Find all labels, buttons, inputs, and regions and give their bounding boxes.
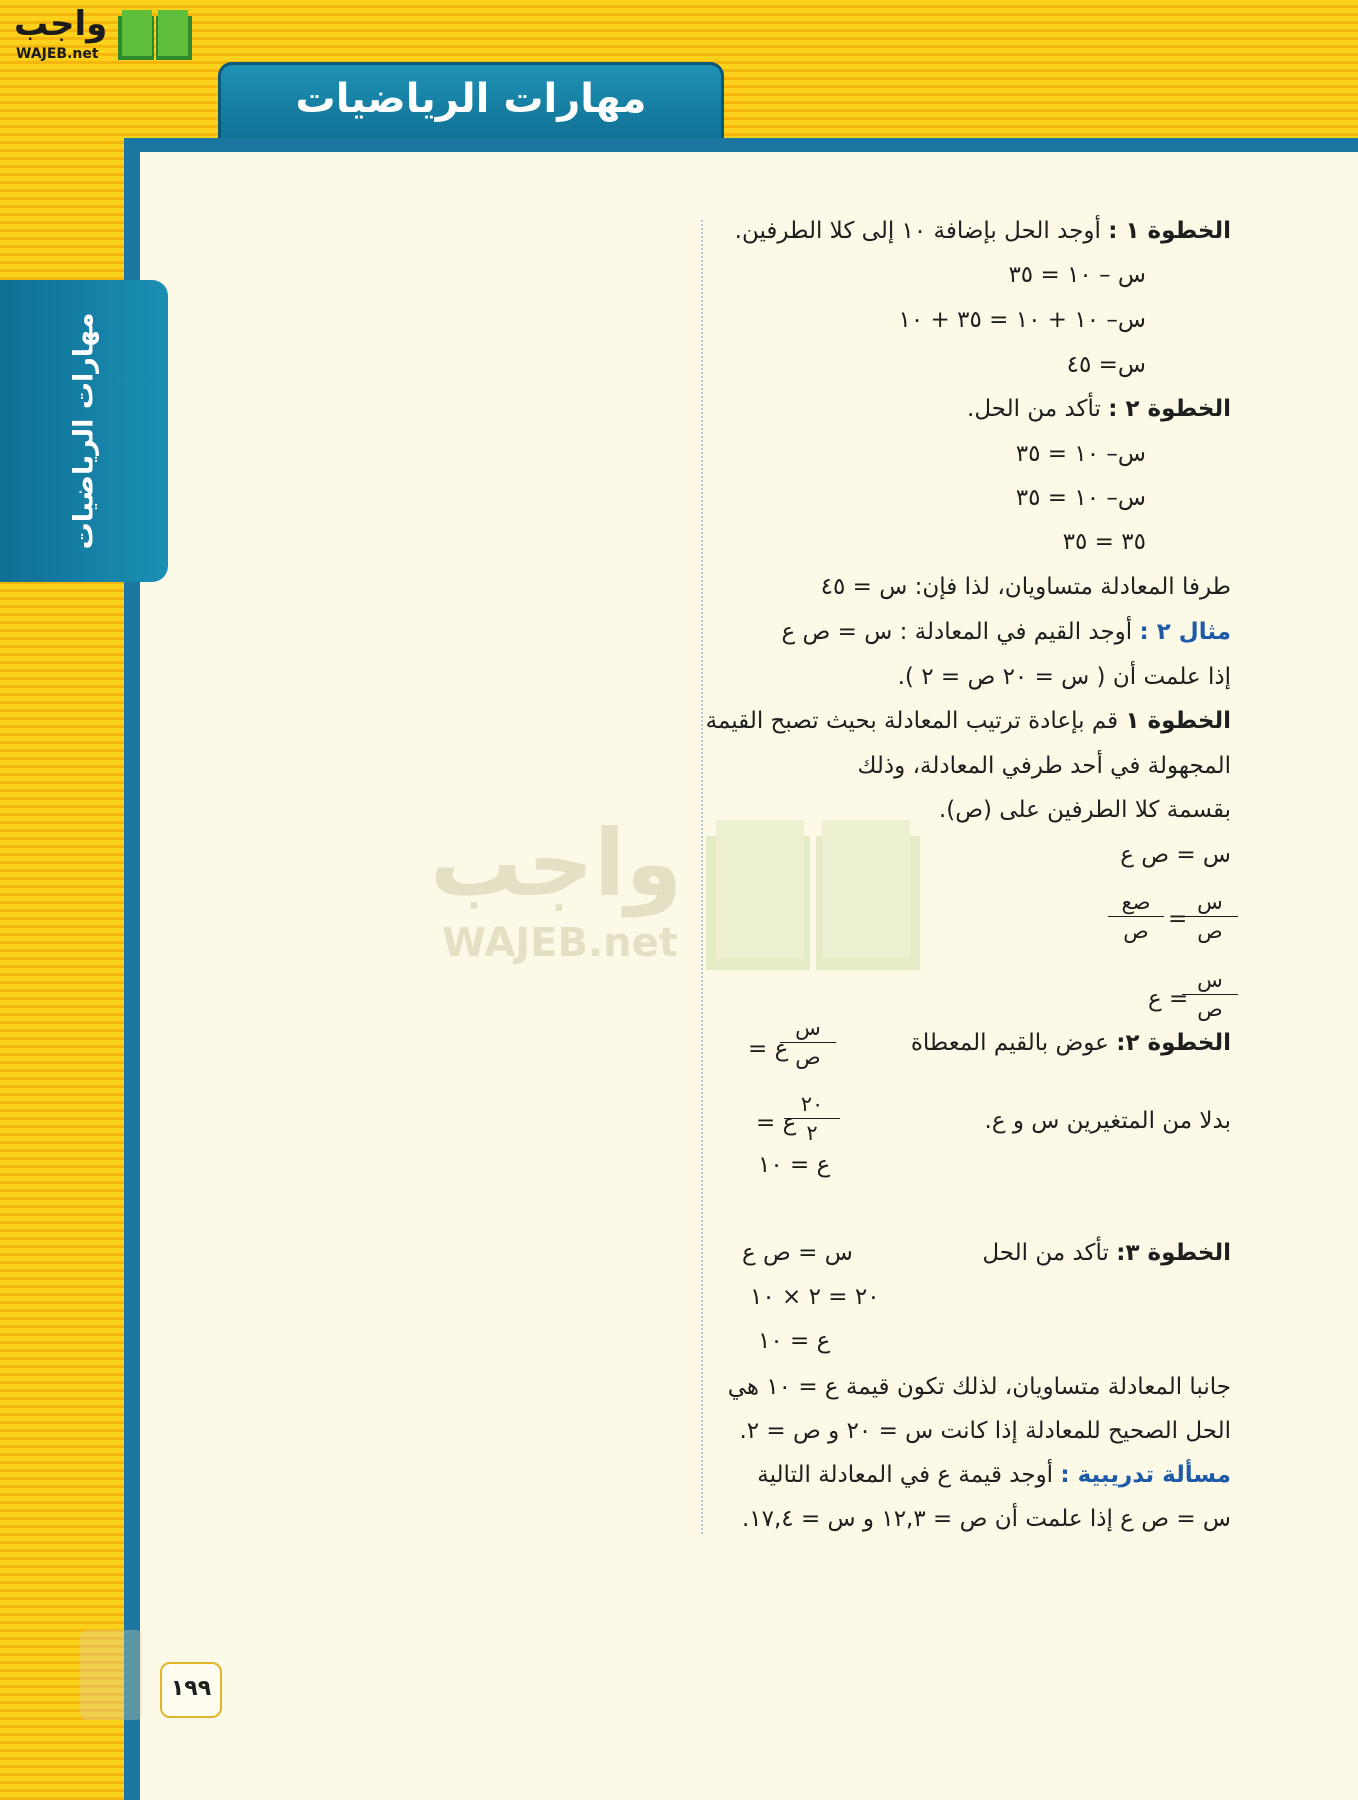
step1-text: أوجد الحل بإضافة ١٠ إلى كلا الطرفين. (734, 218, 1101, 244)
practice-text: أوجد قيمة ع في المعادلة التالية (757, 1462, 1054, 1488)
step1b-label: الخطوة ١ (1125, 708, 1231, 734)
fraction-denominator: ص (1123, 919, 1149, 943)
corner-decoration (80, 1630, 142, 1720)
step2-label: الخطوة ٢ : (1108, 396, 1231, 422)
fraction-denominator: ٢ (806, 1121, 818, 1145)
fraction-numerator: صع (1121, 890, 1151, 914)
conclusion-1: طرفا المعادلة متساويان، لذا فإن: س = ٤٥ (820, 574, 1231, 600)
step1b-line2: المجهولة في أحد طرفي المعادلة، وذلك (857, 753, 1231, 779)
fraction-s-over-p (1182, 890, 1238, 943)
chapter-title-tab (218, 62, 724, 144)
equation-4: س– ١٠ = ٣٥ (1015, 441, 1146, 467)
fraction-denominator: ص (795, 1045, 821, 1069)
fraction-numerator: س (795, 1016, 821, 1040)
step1-label: الخطوة ١ : (1108, 218, 1231, 244)
step2b-line (911, 1030, 1231, 1056)
book-icon (116, 8, 194, 64)
equation-11: ع = ١٠ (758, 1152, 831, 1178)
step2-line (967, 396, 1231, 422)
step2-text: تأكد من الحل. (967, 396, 1101, 422)
step3-text: تأكد من الحل (982, 1240, 1109, 1266)
example2-label: مثال ٢ : (1139, 619, 1231, 645)
step2b-line2: بدلا من المتغيرين س و ع. (984, 1108, 1231, 1134)
step1b-line3: بقسمة كلا الطرفين على (ص). (938, 797, 1231, 823)
step2b-text: عوض بالقيم المعطاة (910, 1030, 1109, 1056)
equation-12: س = ص ع (742, 1240, 853, 1266)
practice-label: مسألة تدريبية : (1060, 1462, 1231, 1488)
equation-1: س – ١٠ = ٣٥ (1008, 262, 1146, 288)
watermark-book-icon (702, 816, 924, 976)
fraction-denominator: ص (1197, 919, 1223, 943)
step1-line (735, 218, 1231, 244)
logo-word: واجب (14, 4, 108, 44)
page-number: ١٩٩ (170, 1676, 212, 1701)
fraction-denominator: ص (1197, 997, 1223, 1021)
fraction-numerator: ٢٠ (800, 1092, 824, 1116)
page-title: مهارات الرياضيات (295, 76, 647, 122)
equation-9-lhs: ع = (748, 1036, 789, 1062)
equals-sign: = (1168, 906, 1188, 932)
equation-2: س– ١٠ + ١٠ = ٣٥ + ١٠ (898, 307, 1146, 333)
fraction-s-over-p-3 (780, 1016, 836, 1069)
practice-line (757, 1462, 1231, 1488)
example2-line (781, 619, 1231, 645)
equation-6: ٣٥ = ٣٥ (1062, 529, 1146, 555)
equation-8-rhs: = ع (1148, 986, 1189, 1012)
watermark (430, 810, 930, 980)
step2b-label: الخطوة ٢: (1116, 1030, 1231, 1056)
step3-label: الخطوة ٣: (1116, 1240, 1231, 1266)
conclusion-2-line1: جانبا المعادلة متساويان، لذلك تكون قيمة ع = ١٠ هي (727, 1374, 1231, 1400)
equation-13: ٢٠ = ٢ × ١٠ (750, 1284, 880, 1310)
step3-line (982, 1240, 1231, 1266)
equation-10: ع = (756, 1110, 797, 1136)
column-divider (701, 220, 703, 1534)
page-number-box (160, 1662, 222, 1718)
fraction-20-over-2 (784, 1092, 840, 1145)
equation-7: س = ص ع (1120, 842, 1231, 868)
side-tab-label: مهارات الرياضيات (68, 312, 100, 550)
wajeb-logo (8, 6, 188, 64)
equation-14: ع = ١٠ (758, 1328, 831, 1354)
conclusion-2-line2: الحل الصحيح للمعادلة إذا كانت س = ٢٠ و ص = ٢. (739, 1418, 1231, 1444)
watermark-word: واجب (430, 810, 683, 917)
example2-text: أوجد القيم في المعادلة : س = ص ع (781, 619, 1133, 645)
step1b-line (706, 708, 1231, 734)
fraction-pa-over-p (1108, 890, 1164, 943)
example2-line2: إذا علمت أن ( س = ٢٠ ص = ٢ ). (897, 664, 1231, 690)
logo-net: WAJEB.net (16, 46, 99, 62)
watermark-net: WAJEB.net (442, 920, 678, 966)
practice-line2: س = ص ع إذا علمت أن ص = ١٢,٣ و س = ١٧,٤. (741, 1506, 1231, 1532)
step1b-text: قم بإعادة ترتيب المعادلة بحيث تصبح القيمة (705, 708, 1119, 734)
fraction-numerator: س (1197, 890, 1223, 914)
equation-3: س= ٤٥ (1066, 352, 1146, 378)
equation-5: س– ١٠ = ٣٥ (1015, 485, 1146, 511)
fraction-s-over-p-2 (1182, 968, 1238, 1021)
fraction-numerator: س (1197, 968, 1223, 992)
